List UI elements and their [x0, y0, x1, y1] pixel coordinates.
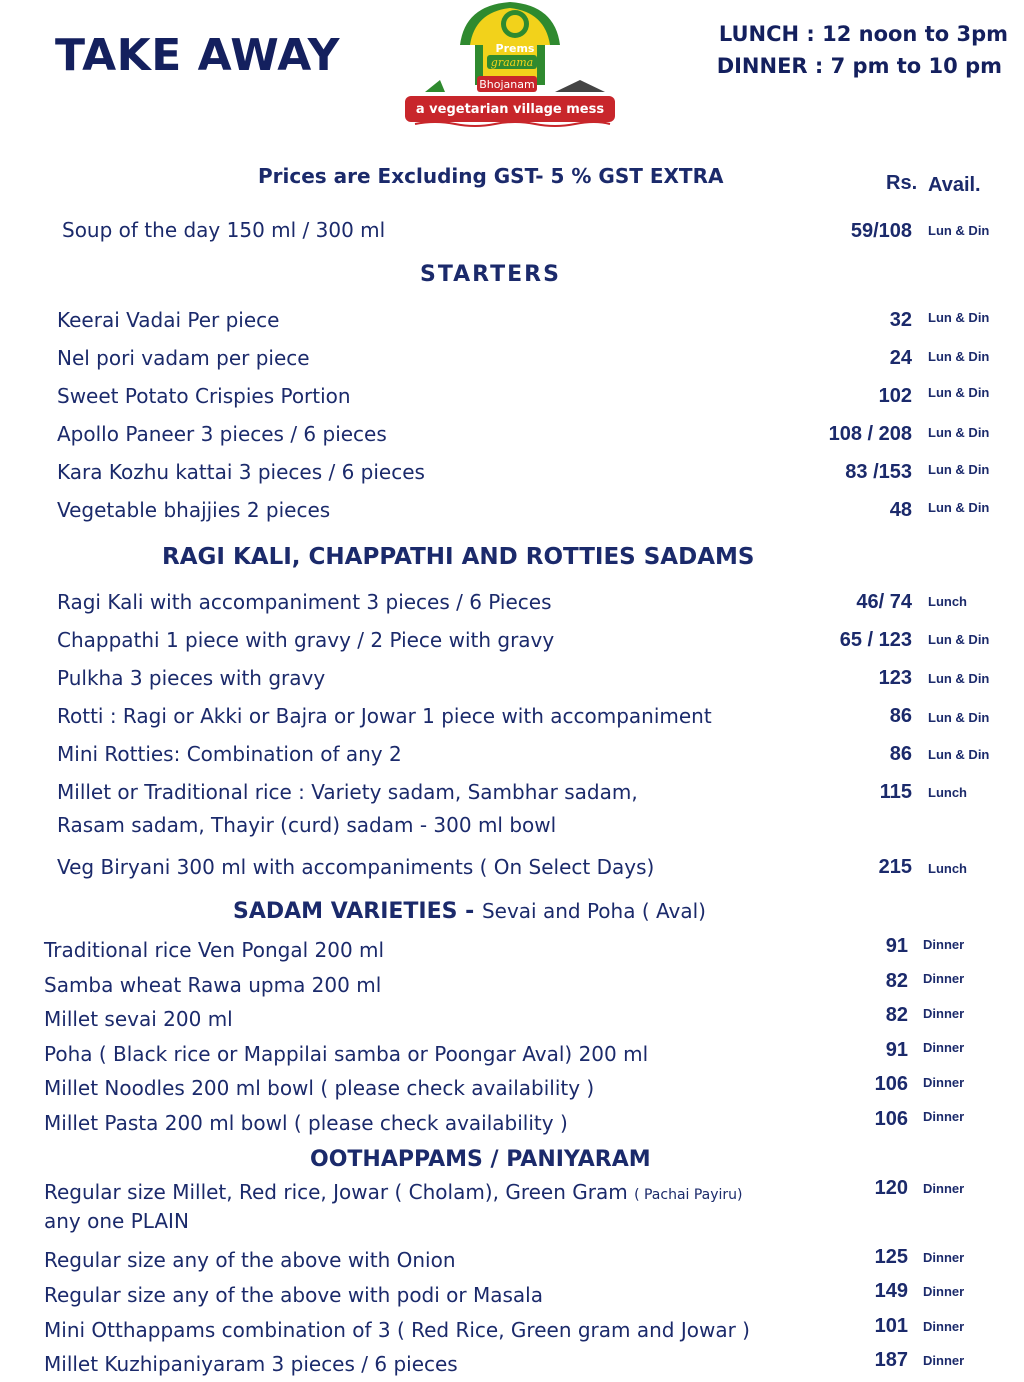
menu-item: Veg Biryani 300 ml with accompaniments ( On Select Days) [57, 855, 655, 879]
menu-item-avail: Dinner [923, 1319, 965, 1334]
menu-item: Mini Rotties: Combination of any 2 [57, 742, 402, 766]
menu-item-price: 187 [874, 1349, 908, 1371]
logo-line2: graama [490, 56, 534, 69]
menu-item-price: 24 [889, 347, 912, 369]
section-heading-sadam [233, 899, 706, 924]
brand-logo [405, 0, 615, 128]
menu-item-avail: Lun & Din [928, 632, 990, 647]
menu-item-price: 123 [878, 667, 912, 689]
menu-item-avail: Dinner [923, 1284, 965, 1299]
menu-item-name: Regular size Millet, Red rice, Jowar ( Cholam), Green Gram [44, 1180, 628, 1204]
menu-item: Mini Otthappams combination of 3 ( Red Rice, Green gram and Jowar ) [44, 1318, 750, 1342]
menu-item-price: 32 [889, 309, 912, 331]
menu-item-price: 115 [879, 781, 912, 803]
menu-item-continuation: any one PLAIN [44, 1209, 189, 1233]
menu-item: Millet Kuzhipaniyaram 3 pieces / 6 pieces [44, 1352, 458, 1376]
logo-line3: Bhojanam [479, 78, 535, 91]
logo-graphic [405, 0, 615, 128]
menu-item: Millet sevai 200 ml [44, 1007, 233, 1031]
dinner-hours: DINNER : 7 pm to 10 pm [716, 54, 1002, 78]
menu-item-price: 106 [874, 1108, 908, 1130]
menu-item [44, 1180, 743, 1204]
menu-item-avail: Dinner [923, 1109, 965, 1124]
menu-item: Kara Kozhu kattai 3 pieces / 6 pieces [57, 460, 425, 484]
menu-item-price: 86 [889, 743, 912, 765]
menu-item: Sweet Potato Crispies Portion [57, 384, 351, 408]
menu-item-avail: Lun & Din [928, 425, 990, 440]
menu-item-avail: Lun & Din [928, 747, 990, 762]
menu-item-avail: Lun & Din [928, 671, 990, 686]
logo-tagline: a vegetarian village mess [415, 102, 605, 117]
menu-item-price: 48 [889, 499, 912, 521]
menu-item: Apollo Paneer 3 pieces / 6 pieces [57, 422, 387, 446]
menu-item-price: 65 / 123 [839, 629, 912, 651]
menu-item-avail: Lunch [928, 594, 967, 609]
menu-item-avail: Dinner [923, 1040, 965, 1055]
avail-column-header: Avail. [928, 174, 981, 196]
menu-item-price: 82 [885, 1004, 908, 1026]
menu-item-price: 120 [874, 1177, 908, 1199]
section-heading-starters: STARTERS [420, 262, 561, 287]
menu-item-avail: Dinner [923, 1250, 965, 1265]
logo-line1: Prems [495, 42, 535, 55]
menu-item-price: 59/108 [850, 220, 912, 242]
menu-item-price: 101 [874, 1315, 908, 1337]
menu-item-avail: Lun & Din [928, 310, 990, 325]
menu-item-soup: Soup of the day 150 ml / 300 ml [62, 218, 386, 242]
menu-item-price: 82 [885, 970, 908, 992]
menu-item-price: 83 /153 [845, 461, 912, 483]
menu-item-note: ( Pachai Payiru) [634, 1187, 743, 1203]
menu-item-price: 102 [878, 385, 912, 407]
menu-item-avail: Dinner [923, 971, 965, 986]
menu-item-avail: Lun & Din [928, 349, 990, 364]
menu-item: Samba wheat Rawa upma 200 ml [44, 973, 382, 997]
menu-item-avail: Dinner [923, 1006, 965, 1021]
price-column-header: Rs. [886, 172, 918, 194]
menu-item-avail: Dinner [923, 1075, 965, 1090]
menu-item-price: 106 [874, 1073, 908, 1095]
menu-item-avail: Lun & Din [928, 223, 990, 238]
lunch-hours: LUNCH : 12 noon to 3pm [718, 22, 1008, 46]
menu-item: Traditional rice Ven Pongal 200 ml [44, 938, 385, 962]
section-heading-sadam-title: SADAM VARIETIES - [233, 899, 475, 924]
section-heading-oothappams: OOTHAPPAMS / PANIYARAM [310, 1147, 651, 1172]
menu-item: Millet or Traditional rice : Variety sadam, Sambhar sadam, [57, 780, 638, 804]
menu-item-price: 46/ 74 [856, 591, 912, 613]
menu-item-avail: Lun & Din [928, 385, 990, 400]
menu-item: Nel pori vadam per piece [57, 346, 310, 370]
menu-item-continuation: Rasam sadam, Thayir (curd) sadam - 300 ml bowl [57, 813, 557, 837]
menu-item-avail: Dinner [923, 1353, 965, 1368]
menu-item: Pulkha 3 pieces with gravy [57, 666, 326, 690]
menu-item: Ragi Kali with accompaniment 3 pieces / 6 Pieces [57, 590, 552, 614]
menu-item: Poha ( Black rice or Mappilai samba or Poongar Aval) 200 ml [44, 1042, 649, 1066]
menu-item-avail: Lun & Din [928, 500, 990, 515]
menu-item-avail: Lunch [928, 785, 967, 800]
menu-item-avail: Lun & Din [928, 710, 990, 725]
menu-item-avail: Lun & Din [928, 462, 990, 477]
page-title: TAKE AWAY [55, 30, 340, 81]
section-heading-ragi: RAGI KALI, CHAPPATHI AND ROTTIES SADAMS [162, 544, 755, 570]
menu-item-price: 108 / 208 [828, 423, 912, 445]
menu-item-avail: Lunch [928, 861, 967, 876]
menu-item: Chappathi 1 piece with gravy / 2 Piece with gravy [57, 628, 555, 652]
menu-item-avail: Dinner [923, 1181, 965, 1196]
menu-item: Millet Noodles 200 ml bowl ( please check availability ) [44, 1076, 595, 1100]
menu-item: Millet Pasta 200 ml bowl ( please check availability ) [44, 1111, 568, 1135]
menu-item-price: 91 [885, 1039, 908, 1061]
menu-item: Regular size any of the above with Onion [44, 1248, 456, 1272]
menu-item: Vegetable bhajjies 2 pieces [57, 498, 331, 522]
menu-item: Rotti : Ragi or Akki or Bajra or Jowar 1 piece with accompaniment [57, 704, 712, 728]
menu-item-price: 91 [885, 935, 908, 957]
section-subheading-sadam: Sevai and Poha ( Aval) [481, 899, 706, 923]
menu-item-price: 125 [874, 1246, 908, 1268]
menu-item-avail: Dinner [923, 937, 965, 952]
menu-item: Regular size any of the above with podi or Masala [44, 1283, 543, 1307]
gst-note: Prices are Excluding GST- 5 % GST EXTRA [258, 164, 724, 188]
menu-item-price: 149 [874, 1280, 908, 1302]
menu-item-price: 215 [878, 856, 912, 878]
menu-item: Keerai Vadai Per piece [57, 308, 280, 332]
menu-item-price: 86 [889, 705, 912, 727]
